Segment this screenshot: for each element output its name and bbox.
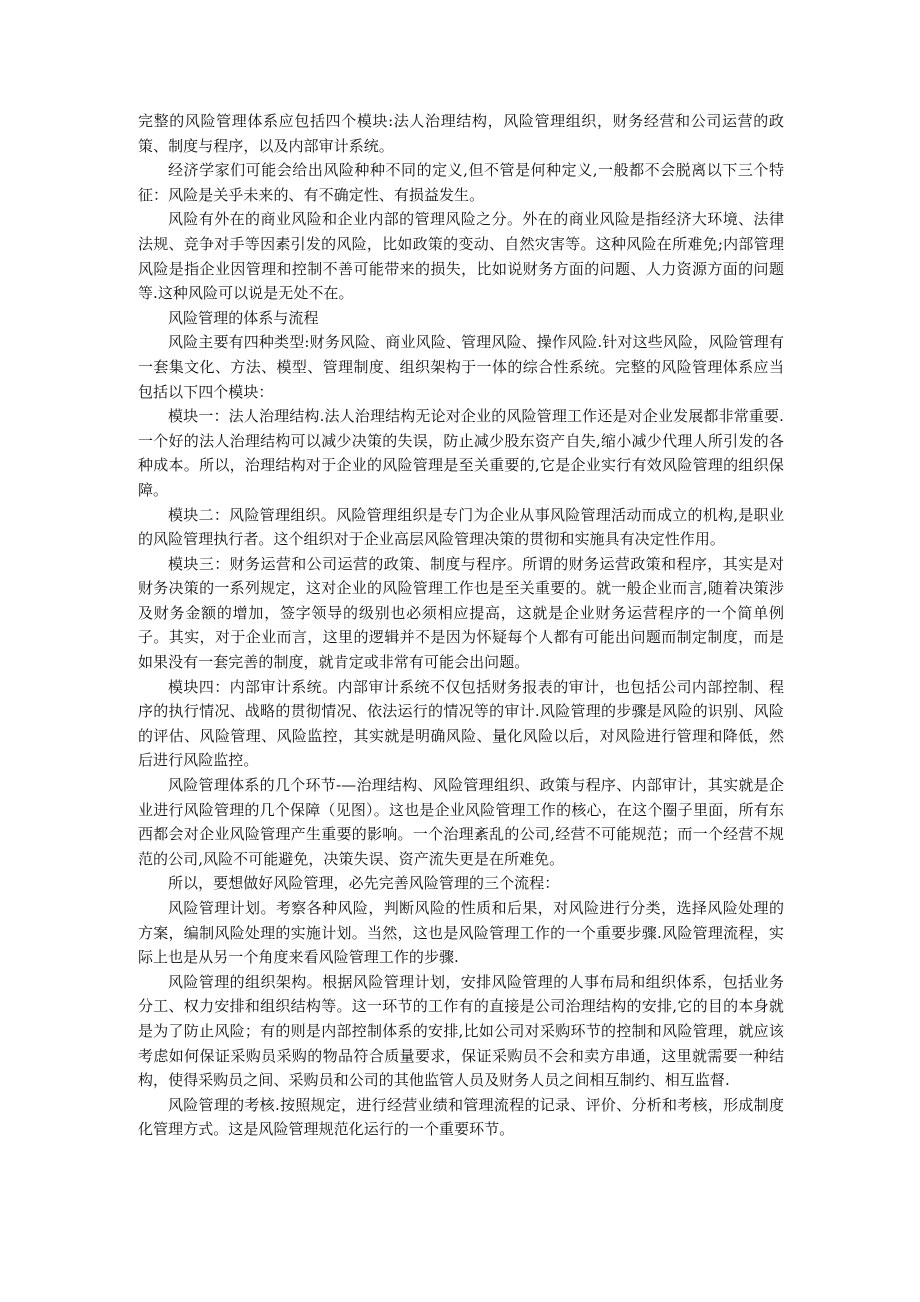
section-heading: 风险管理的体系与流程 — [168, 308, 319, 327]
paragraph-module-4: 模块四：内部审计系统。内部审计系统不仅包括财务报表的审计，也包括公司内部控制、程序的执行情况、战略的贯彻情况、依法运行的情况等的审计.风险管理的步骤是风险的识别、风险的评估、风险管理、风险监控，其实就是明确风险、量化风险以后，对风险进行管理和降低，然后进行风险监控。 — [138, 677, 784, 770]
paragraph-module-3: 模块三：财务运营和公司运营的政策、制度与程序。所谓的财务运营政策和程序，其实是对财务决策的一系列规定，这对企业的风险管理工作也是至关重要的。就一般企业而言,随着决策涉及财务金额的增加，签字领导的级别也必须相应提高，这就是企业财务运营程序的一个简单例子。其实，对于企业而言，这里的逻辑并不是因为怀疑每个人都有可能出问题而制定制度，而是如果没有一套完善的制度，就肯定或非常有可能会出问题。 — [138, 554, 784, 672]
paragraph-assessment: 风险管理的考核.按照规定，进行经营业绩和管理流程的记录、评价、分析和考核，形成制度化管理方式。这是风险管理规范化运行的一个重要环节。 — [138, 1095, 784, 1139]
document-body — [138, 109, 784, 1142]
paragraph-10: 风险管理体系的几个环节-—治理结构、风险管理组织、政策与程序、内部审计，其实就是企业进行风险管理的几个保障（见图）。这也是企业风险管理工作的核心，在这个圈子里面，所有东西都会对企业风险管理产生重要的影响。一个治理紊乱的公司,经营不可能规范；而一个经营不规范的公司,风险不可能避免，决策失误、资产流失更是在所难免。 — [138, 776, 784, 868]
paragraph-organization: 风险管理的组织架构。根据风险管理计划，安排风险管理的人事布局和组织体系，包括业务分工、权力安排和组织结构等。这一环节的工作有的直接是公司治理结构的安排,它的目的本身就是为了防止风险；有的则是内部控制体系的安排,比如公司对采购环节的控制和风险管理，就应该考虑如何保证采购员采购的物品符合质量要求，保证采购员不会和卖方串通，这里就需要一种结构，使得采购员之间、采购员和公司的其他监管人员及财务人员之间相互制约、相互监督. — [138, 972, 784, 1090]
paragraph-5: 风险主要有四种类型:财务风险、商业风险、管理风险、操作风险.针对这些风险，风险管理有一套集文化、方法、模型、管理制度、组织架构于一体的综合性系统。完整的风险管理体系应当包括以下四个模块： — [138, 333, 784, 401]
paragraph-2: 经济学家们可能会给出风险种种不同的定义,但不管是何种定义,一般都不会脱离以下三个特征：风险是关乎未来的、有不确定性、有损益发生。 — [138, 161, 784, 204]
paragraph-module-2: 模块二：风险管理组织。风险管理组织是专门为企业从事风险管理活动而成立的机构,是职业的风险管理执行者。这个组织对于企业高层风险管理决策的贯彻和实施具有决定性作用。 — [138, 505, 784, 549]
paragraph-plan: 风险管理计划。考察各种风险，判断风险的性质和后果，对风险进行分类，选择风险处理的方案，编制风险处理的实施计划。当然，这也是风险管理工作的一个重要步骤.风险管理流程，实际上也是从另一个角度来看风险管理工作的步骤. — [138, 899, 784, 967]
paragraph-11: 所以，要想做好风险管理，必先完善风险管理的三个流程： — [168, 874, 560, 893]
paragraph-3: 风险有外在的商业风险和企业内部的管理风险之分。外在的商业风险是指经济大环境、法律法规、竞争对手等因素引发的风险，比如政策的变动、自然灾害等。这种风险在所难免;内部管理风险是指企业因管理和控制不善可能带来的损失，比如说财务方面的问题、人力资源方面的问题等.这种风险可以说是无处不在。 — [138, 210, 784, 303]
paragraph-1: 完整的风险管理体系应包括四个模块:法人治理结构，风险管理组织，财务经营和公司运营的政策、制度与程序，以及内部审计系统。 — [138, 112, 784, 155]
paragraph-module-1: 模块一：法人治理结构.法人治理结构无论对企业的风险管理工作还是对企业发展都非常重要.一个好的法人治理结构可以减少决策的失误，防止减少股东资产自失,缩小减少代理人所引发的各种成本。所以，治理结构对于企业的风险管理是至关重要的,它是企业实行有效风险管理的组织保障。 — [138, 407, 784, 499]
